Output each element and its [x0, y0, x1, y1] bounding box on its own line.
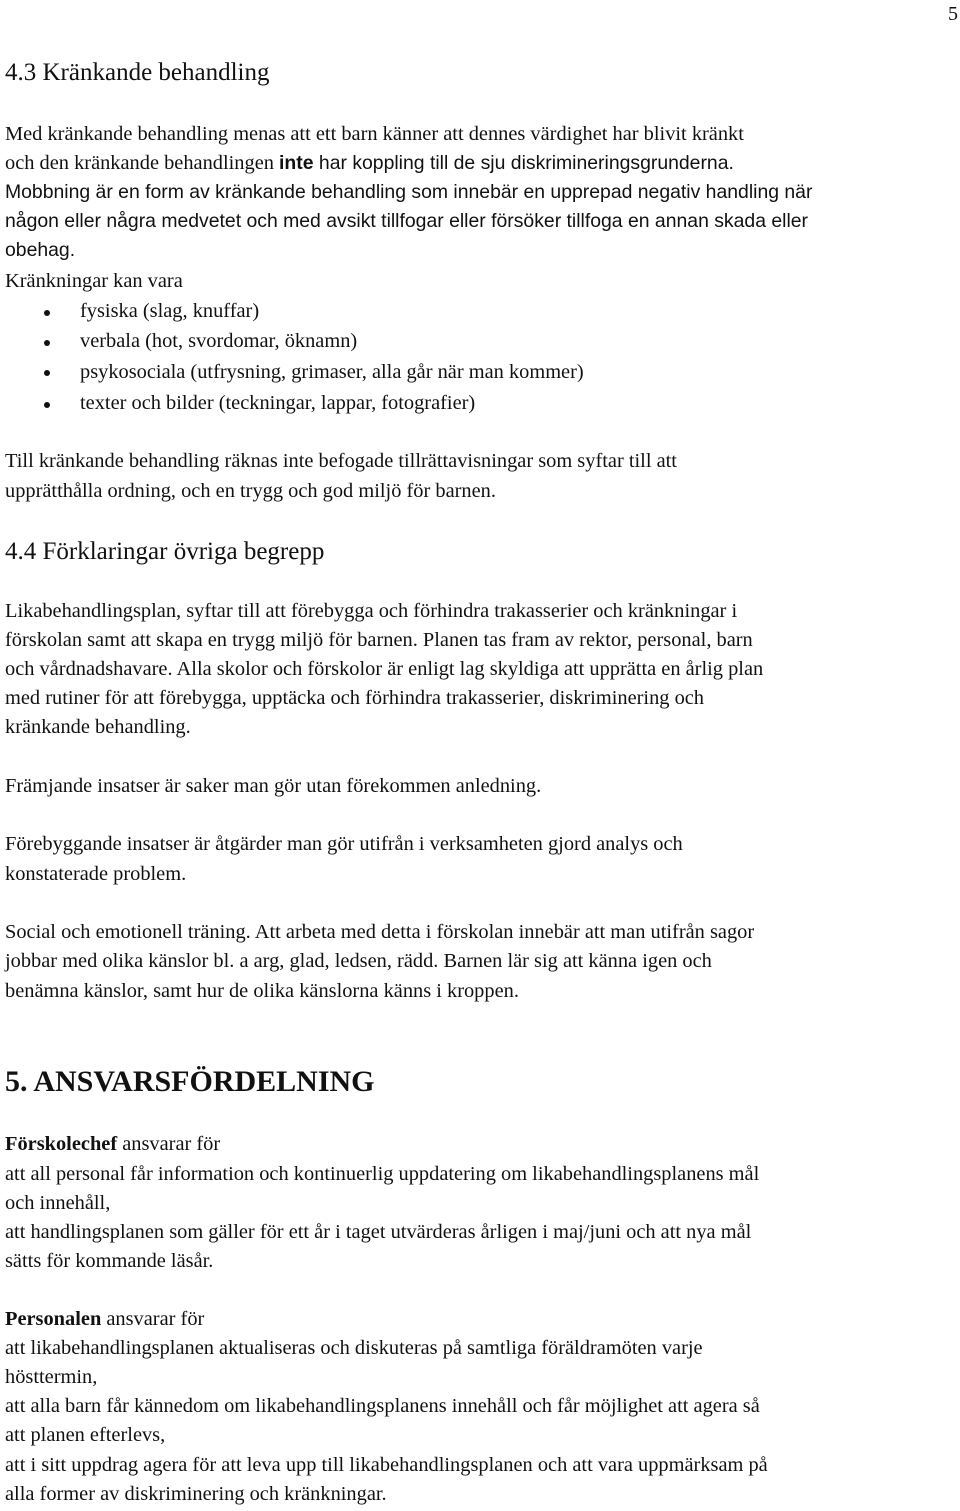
text-run: och den kränkande behandlingen	[5, 152, 280, 174]
bullet-icon	[44, 310, 50, 316]
paragraph-line: hösttermin,	[5, 1366, 98, 1388]
paragraph-line: Mobbning är en form av kränkande behandling som innebär en upprepad negativ handling när	[5, 181, 813, 203]
paragraph-line: kränkande behandling.	[5, 716, 191, 738]
section-heading-4-3: 4.3 Kränkande behandling	[5, 59, 270, 86]
list-item: verbala (hot, svordomar, öknamn)	[80, 330, 358, 352]
paragraph-line: och vårdnadshavare. Alla skolor och förskolor är enligt lag skyldiga att upprätta en årlig plan	[5, 658, 764, 680]
paragraph-line: att alla barn får kännedom om likabehandlingsplanens innehåll och får möjlighet att agera så	[5, 1395, 760, 1417]
paragraph-line: och innehåll,	[5, 1192, 111, 1214]
text-run: har koppling till de sju diskrimineringsgrunderna.	[313, 152, 734, 174]
paragraph-line: att all personal får information och kontinuerlig uppdatering om likabehandlingsplanens mål	[5, 1163, 760, 1185]
paragraph-line: konstaterade problem.	[5, 863, 187, 885]
list-item: psykosociala (utfrysning, grimaser, alla går när man kommer)	[80, 361, 584, 383]
paragraph-line: alla former av diskriminering och kränkningar.	[5, 1483, 387, 1505]
paragraph-line	[5, 1306, 204, 1332]
bullet-icon	[44, 370, 50, 376]
paragraph-line: Förebyggande insatser är åtgärder man gör utifrån i verksamheten gjord analys och	[5, 833, 683, 855]
bullet-icon	[44, 340, 50, 346]
page-number: 5	[948, 3, 958, 25]
paragraph-line: obehag.	[5, 239, 76, 261]
paragraph-line: benämna känslor, samt hur de olika känslorna känns i kroppen.	[5, 980, 519, 1002]
paragraph-line: Social och emotionell träning. Att arbeta med detta i förskolan innebär att man utifrån sagor	[5, 921, 755, 943]
paragraph-line: att planen efterlevs,	[5, 1424, 166, 1446]
paragraph-line: Likabehandlingsplan, syftar till att förebygga och förhindra trakasserier och kränkningar i	[5, 600, 738, 622]
text-run: ansvarar för	[117, 1133, 221, 1155]
paragraph-line: med rutiner för att förebygga, upptäcka och förhindra trakasserier, diskriminering och	[5, 687, 705, 709]
paragraph-line: Främjande insatser är saker man gör utan förekommen anledning.	[5, 775, 542, 797]
list-item: fysiska (slag, knuffar)	[80, 300, 260, 322]
paragraph-line	[5, 150, 734, 176]
section-heading-5: 5. ANSVARSFÖRDELNING	[5, 1065, 375, 1098]
paragraph-line: Med kränkande behandling menas att ett barn känner att dennes värdighet har blivit kränkt	[5, 123, 744, 145]
paragraph-line: att likabehandlingsplanen aktualiseras och diskuteras på samtliga föräldramöten varje	[5, 1337, 703, 1359]
paragraph-line: jobbar med olika känslor bl. a arg, glad, ledsen, rädd. Barnen lär sig att känna igen och	[5, 950, 712, 972]
text-run: ansvarar för	[101, 1308, 205, 1330]
paragraph-line: att handlingsplanen som gäller för ett år i taget utvärderas årligen i maj/juni och att nya mål	[5, 1221, 752, 1243]
list-intro: Kränkningar kan vara	[5, 270, 183, 292]
paragraph-line: någon eller några medvetet och med avsikt tillfogar eller försöker tillfoga en annan skada eller	[5, 210, 809, 232]
section-heading-4-4: 4.4 Förklaringar övriga begrepp	[5, 538, 325, 565]
emphasis-inte: inte	[279, 152, 314, 174]
paragraph-line: att i sitt uppdrag agera för att leva upp till likabehandlingsplanen och att vara uppmärksam på	[5, 1454, 768, 1476]
paragraph-line: upprätthålla ordning, och en trygg och god miljö för barnen.	[5, 480, 496, 502]
paragraph-line: sätts för kommande läsår.	[5, 1250, 214, 1272]
paragraph-line: Till kränkande behandling räknas inte befogade tillrättavisningar som syftar till att	[5, 450, 677, 472]
paragraph-line	[5, 1131, 220, 1157]
bullet-icon	[44, 402, 50, 408]
list-item: texter och bilder (teckningar, lappar, fotografier)	[80, 392, 476, 414]
role-label-personalen: Personalen	[5, 1308, 102, 1330]
paragraph-line: förskolan samt att skapa en trygg miljö för barnen. Planen tas fram av rektor, personal, barn	[5, 629, 753, 651]
role-label-forskolechef: Förskolechef	[5, 1133, 118, 1155]
